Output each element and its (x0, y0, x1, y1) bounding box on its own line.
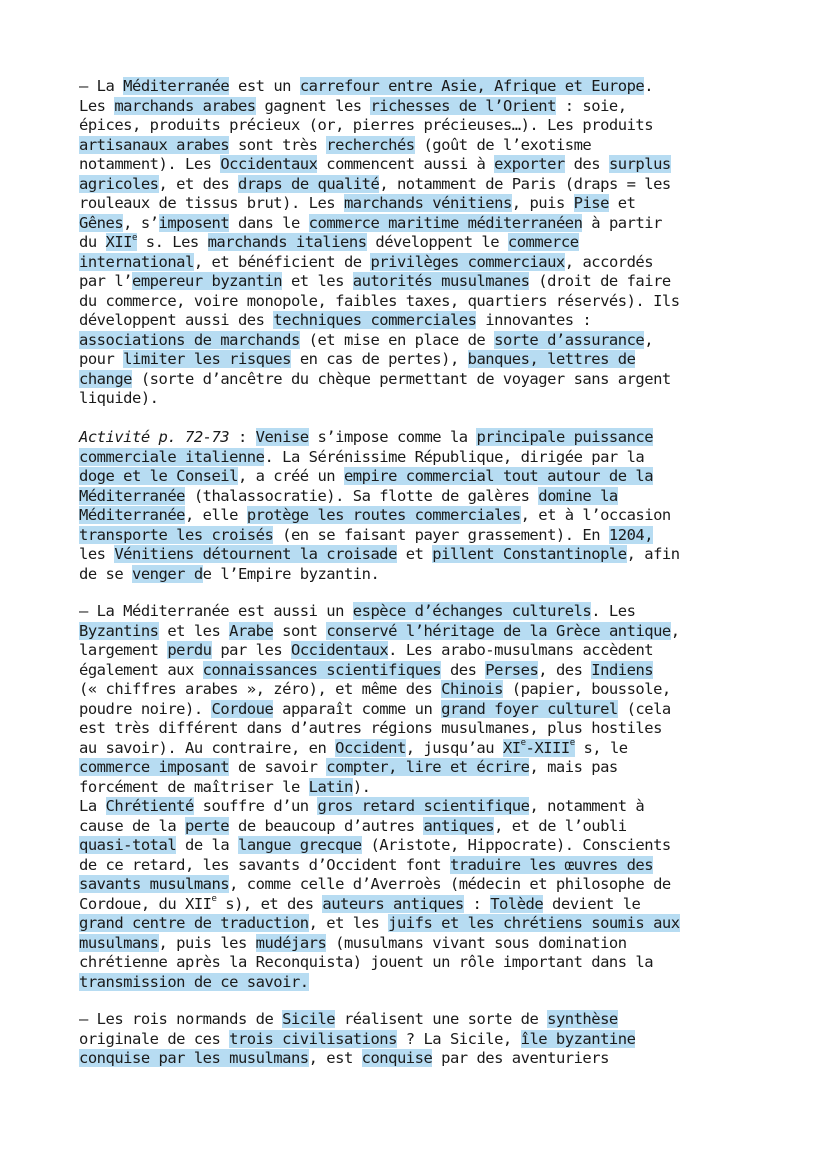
text-line (79, 719, 769, 739)
highlighted-text: Pise (573, 194, 609, 212)
text-segment: et les (158, 621, 230, 640)
text-line (79, 856, 769, 876)
text-segment: , comme celle d’Averroès (médecin et philosophe de (229, 875, 671, 893)
text-segment: , notamment à (529, 797, 645, 815)
text-segment: et (608, 194, 636, 212)
text-segment: Cordoue, du XIIe (79, 894, 217, 913)
text-line (79, 1030, 769, 1050)
highlighted-text: Indiens (591, 660, 654, 679)
text-line (79, 973, 769, 993)
text-segment: au savoir). Au contraire, en (79, 738, 336, 757)
highlighted-text: pillent Constantinople (432, 545, 627, 563)
text-segment: développent le (366, 233, 508, 251)
text-segment: , et bénéficient de (193, 252, 371, 271)
text-segment: innovantes : (476, 311, 592, 329)
text-segment: apparaît comme un (273, 699, 442, 718)
highlighted-text: banques, lettres de (467, 350, 636, 368)
highlighted-text: synthèse (547, 1010, 618, 1028)
text-segment: , puis (511, 194, 574, 212)
text-segment: (goût de l’exotisme (414, 135, 592, 154)
text-segment: poudre noire). (79, 699, 212, 718)
text-line (79, 700, 769, 720)
highlighted-text: Cordoue (211, 699, 274, 718)
text-line (79, 77, 769, 97)
text-segment: , des (538, 660, 592, 679)
highlighted-text: Vénitiens détournent la croisade (114, 545, 397, 563)
text-line (79, 661, 769, 681)
text-segment: , jusqu’au (405, 738, 503, 757)
text-line (79, 428, 769, 448)
text-line (79, 641, 769, 661)
text-segment: notamment). Les (79, 155, 221, 173)
highlighted-text: Gênes (79, 213, 124, 232)
text-segment: devient le (543, 894, 641, 913)
text-segment: : (463, 894, 491, 913)
text-segment: forcément de maîtriser le (79, 777, 309, 796)
text-segment: , notamment de Paris (draps = les (379, 174, 671, 193)
text-line (79, 934, 769, 954)
text-line (79, 233, 769, 253)
highlighted-text: commerce maritime méditerranéen (308, 213, 583, 232)
text-segment: pour (79, 350, 124, 368)
highlighted-text: privilèges commerciaux (370, 252, 565, 271)
highlighted-text: Latin (308, 777, 353, 796)
text-segment: : soie, (555, 96, 627, 115)
text-segment: Activité p. 72-73 (79, 428, 230, 446)
text-segment: de beaucoup d’autres (229, 816, 424, 835)
paragraph-sicily (79, 1010, 769, 1069)
text-line (79, 136, 769, 156)
highlighted-text: Méditerranée (79, 506, 185, 524)
text-line (79, 97, 769, 117)
highlighted-text: grand foyer culturel (441, 699, 618, 718)
highlighted-text: savants musulmans (79, 875, 230, 893)
highlighted-text: conservé l’héritage de la Grèce antique (326, 621, 671, 640)
text-segment: – Les rois normands de (79, 1010, 283, 1028)
highlighted-text: mudéjars (255, 933, 327, 952)
text-line (79, 914, 769, 934)
paragraph-venice-activity (79, 428, 769, 584)
highlighted-text: artisanaux arabes (79, 135, 230, 154)
text-segment: commencent aussi à (317, 155, 495, 173)
text-segment: s, le (574, 738, 628, 757)
highlighted-text: musulmans (79, 933, 159, 952)
text-line (79, 350, 769, 370)
highlighted-text: perdu (167, 641, 212, 659)
text-segment: (thalassocratie). Sa flotte de galères (184, 486, 539, 505)
text-line (79, 506, 769, 526)
text-line (79, 895, 769, 915)
text-segment: (en se faisant payer grassement). En (273, 525, 609, 544)
text-segment: s. Les (136, 233, 208, 251)
highlighted-text: Byzantins (79, 621, 159, 640)
text-line (79, 602, 769, 622)
text-line (79, 175, 769, 195)
text-line (79, 797, 769, 817)
highlighted-text: quasi-total (79, 836, 177, 854)
paragraph-mediterranean-trade (79, 77, 769, 409)
highlighted-text: perte (184, 816, 230, 835)
text-segment: du commerce, voire monopole, faibles taxes, quartiers réservés). Ils (79, 291, 680, 310)
highlighted-text: empereur byzantin (132, 272, 283, 290)
text-segment: originale de ces (79, 1029, 230, 1048)
highlighted-text: Chinois (441, 680, 503, 698)
text-segment: , accordés (564, 252, 654, 271)
text-segment: épices, produits précieux (or, pierres précieuses…). Les produits (79, 116, 654, 134)
highlighted-text: international (79, 252, 194, 271)
highlighted-text: carrefour entre Asie, Afrique et Europe (299, 77, 645, 95)
text-segment: . Les (591, 602, 636, 620)
text-segment: , (644, 330, 654, 349)
text-line (79, 778, 769, 798)
text-line (79, 1049, 769, 1069)
highlighted-text: techniques commerciales (273, 311, 477, 329)
superscript: e (132, 232, 137, 243)
text-segment: s), et des (216, 894, 323, 913)
text-segment: , puis les (158, 933, 256, 952)
text-segment: réalisent une sorte de (335, 1010, 548, 1028)
text-line (79, 622, 769, 642)
text-segment: est un (229, 77, 300, 95)
highlighted-text: doge et le Conseil (79, 467, 238, 485)
highlighted-text: recherchés (326, 135, 415, 154)
text-segment: des (441, 660, 486, 679)
highlighted-text: île byzantine (520, 1029, 636, 1048)
superscript: e (569, 738, 575, 749)
text-segment: souffre d’un (193, 797, 318, 815)
text-segment: , et les (308, 914, 389, 932)
highlighted-text: Méditerranée (123, 77, 230, 95)
highlighted-text: conquise par les musulmans (79, 1049, 309, 1067)
text-line (79, 875, 769, 895)
text-segment: : (229, 428, 256, 446)
highlighted-text: grand centre de traduction (79, 914, 309, 932)
text-segment: (sorte d’ancêtre du chèque permettant de voyager sans argent (132, 369, 671, 388)
text-line (79, 526, 769, 546)
highlighted-text: exporter (494, 155, 565, 173)
highlighted-text: Chrétienté (105, 797, 194, 815)
highlighted-text: principale puissance (476, 428, 654, 446)
highlighted-text: marchands arabes (114, 96, 256, 115)
text-line (79, 116, 769, 136)
text-line (79, 253, 769, 273)
text-line (79, 758, 769, 778)
text-segment: Les (79, 96, 115, 115)
text-line (79, 214, 769, 234)
text-segment: . (644, 77, 654, 95)
text-segment: par des aventuriers (432, 1049, 609, 1067)
text-segment: (musulmans vivant sous domination (326, 933, 627, 952)
text-segment: , et de l’oubli (494, 816, 627, 835)
highlighted-text: surplus (608, 155, 671, 173)
highlighted-text: richesses de l’Orient (370, 96, 556, 115)
text-segment: , est (308, 1049, 362, 1067)
text-segment: – La Méditerranée est aussi un (79, 602, 353, 620)
highlighted-text: transporte les croisés (79, 525, 274, 544)
highlighted-text: XIIe (105, 232, 137, 251)
highlighted-text: connaissances scientifiques (202, 660, 442, 679)
highlighted-text: gros retard scientifique (317, 797, 530, 815)
highlighted-text: conquise (361, 1049, 433, 1067)
text-line (79, 467, 769, 487)
highlighted-text: sorte d’assurance (494, 330, 645, 349)
text-segment: , elle (184, 506, 247, 524)
highlighted-text: antiques (423, 816, 495, 835)
text-segment: (papier, boussole, (502, 680, 671, 698)
highlighted-text: marchands vénitiens (343, 194, 512, 212)
text-line (79, 272, 769, 292)
highlighted-text: domine la (538, 486, 618, 505)
text-line (79, 739, 769, 759)
text-segment: du (79, 233, 106, 251)
text-segment: chrétienne après la Reconquista) jouent un rôle important dans la (79, 953, 654, 971)
text-line (79, 565, 769, 585)
text-segment: (Aristote, Hippocrate). Conscients (361, 836, 671, 854)
highlighted-text: draps de qualité (238, 174, 380, 193)
text-segment: des (564, 155, 609, 173)
highlighted-text: Occident (335, 738, 406, 757)
text-segment: et (396, 545, 433, 563)
text-line (79, 545, 769, 565)
text-segment: également aux (79, 660, 203, 679)
highlighted-text: associations de marchands (79, 330, 300, 349)
text-segment: et les (282, 272, 353, 290)
text-segment: s’impose comme la (308, 428, 477, 446)
text-segment: de la (176, 836, 238, 854)
text-line (79, 487, 769, 507)
text-segment: gagnent les (255, 96, 371, 115)
text-segment: . La Sérénissime République, dirigée par la (264, 447, 645, 466)
superscript: e (520, 738, 526, 749)
highlighted-text: espèce d’échanges culturels (352, 602, 592, 620)
text-segment: (« chiffres arabes », zéro), et même des (79, 680, 442, 698)
text-segment: – La (79, 77, 124, 95)
text-segment: , (670, 621, 680, 640)
text-segment: de se (79, 564, 132, 583)
text-segment: , afin (626, 545, 680, 563)
highlighted-text: auteurs antiques (322, 894, 464, 913)
text-segment: est très différent dans d’autres régions musulmanes, plus hostiles (79, 719, 662, 737)
text-segment: par les (211, 641, 291, 659)
highlighted-text: -XIIIe (525, 738, 575, 757)
highlighted-text: Méditerranée (79, 486, 185, 505)
highlighted-text: juifs et les chrétiens soumis aux (388, 914, 680, 932)
text-segment: liquide). (79, 389, 159, 407)
text-line (79, 448, 769, 468)
text-line (79, 1010, 769, 1030)
text-segment: par l’ (79, 272, 132, 290)
highlighted-text: Occidentaux (291, 641, 389, 659)
text-segment: e l’Empire byzantin. (202, 564, 380, 583)
highlighted-text: Arabe (229, 621, 274, 640)
text-segment: cause de la (79, 816, 185, 835)
highlighted-text: Occidentaux (220, 155, 318, 173)
text-segment: , s’ (123, 213, 159, 232)
highlighted-text: XIe (502, 738, 526, 757)
highlighted-text: Tolède (490, 894, 544, 913)
text-segment: largement (79, 641, 168, 659)
text-segment: les (79, 545, 115, 563)
text-segment: La (79, 797, 106, 815)
highlighted-text: limiter les risques (123, 350, 291, 368)
text-segment: sont très (229, 135, 327, 154)
text-line (79, 292, 769, 312)
text-line (79, 370, 769, 390)
highlighted-text: Venise (255, 428, 309, 446)
highlighted-text: protège les routes commerciales (246, 506, 521, 524)
text-segment: . Les arabo-musulmans accèdent (388, 641, 654, 659)
highlighted-text: compter, lire et écrire (326, 758, 530, 776)
text-segment: développent aussi des (79, 311, 274, 329)
highlighted-text: Sicile (282, 1010, 336, 1028)
text-segment: , et à l’occasion (520, 506, 671, 524)
text-line (79, 836, 769, 856)
text-segment: (droit de faire (529, 272, 671, 290)
text-line (79, 194, 769, 214)
highlighted-text: transmission de ce savoir. (79, 972, 309, 991)
text-segment: , et des (158, 174, 238, 193)
text-segment: sont (273, 621, 327, 640)
text-segment: ). (352, 777, 371, 796)
text-segment: de ce retard, les savants d’Occident font (79, 855, 450, 874)
text-line (79, 155, 769, 175)
highlighted-text: commerce (507, 233, 579, 251)
text-segment: rouleaux de tissus brut). Les (79, 194, 344, 212)
highlighted-text: 1204, (608, 525, 654, 544)
text-segment: (cela (617, 699, 671, 718)
highlighted-text: commerce imposant (79, 758, 230, 776)
highlighted-text: marchands italiens (207, 233, 367, 251)
highlighted-text: venger d (132, 564, 203, 583)
text-segment: (et mise en place de (299, 330, 495, 349)
text-line (79, 331, 769, 351)
highlighted-text: imposent (158, 213, 230, 232)
text-segment: dans le (229, 213, 309, 232)
highlighted-text: agricoles (79, 174, 159, 193)
highlighted-text: commerciale italienne (79, 447, 265, 466)
text-line (79, 311, 769, 331)
text-line (79, 953, 769, 973)
highlighted-text: traduire les œuvres des (449, 855, 654, 874)
text-line (79, 389, 769, 409)
highlighted-text: autorités musulmanes (352, 272, 530, 290)
text-line (79, 817, 769, 837)
text-segment: en cas de pertes), (290, 350, 468, 368)
text-segment: , mais pas (529, 758, 618, 776)
text-segment: ? La Sicile, (396, 1029, 521, 1048)
superscript: e (211, 894, 217, 905)
text-segment: , a créé un (237, 467, 344, 485)
highlighted-text: langue grecque (237, 836, 362, 854)
paragraph-cultural-exchanges (79, 602, 769, 992)
highlighted-text: change (79, 369, 132, 388)
highlighted-text: trois civilisations (229, 1029, 397, 1048)
text-segment: à partir (582, 213, 662, 232)
highlighted-text: Perses (485, 660, 539, 679)
text-segment: de savoir (229, 758, 327, 776)
highlighted-text: empire commercial tout autour de la (343, 467, 654, 485)
text-line (79, 680, 769, 700)
